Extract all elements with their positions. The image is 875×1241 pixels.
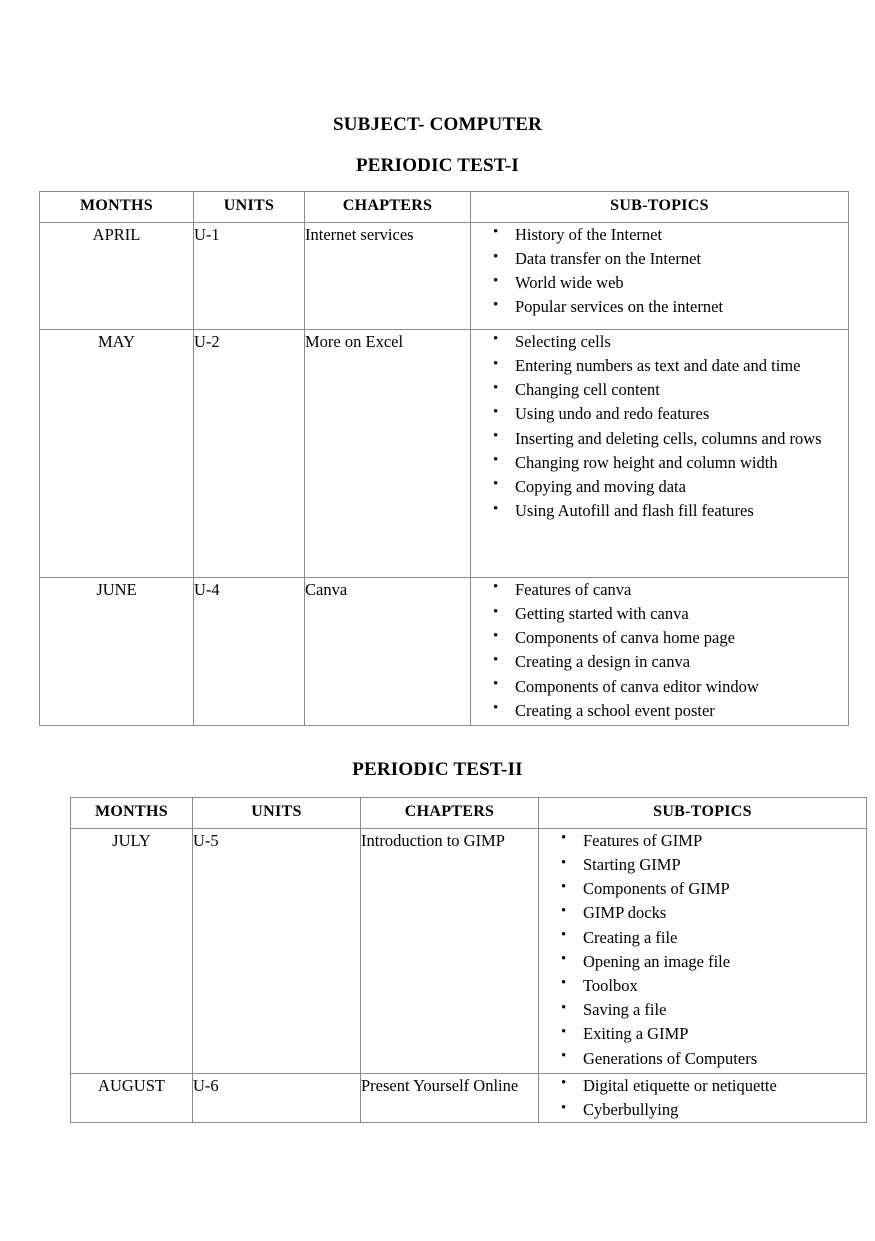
subtopic-item: • Entering numbers as text and date and time (515, 354, 848, 378)
table-row (40, 222, 849, 329)
subtopic-item: • Exiting a GIMP (583, 1022, 866, 1046)
subtopic-list (471, 330, 848, 523)
table-header-row (40, 192, 849, 223)
cell-month: JUNE (40, 577, 194, 725)
cell-unit: U-1 (194, 222, 305, 329)
subtopic-item: • Getting started with canva (515, 602, 848, 626)
cell-subtopics (471, 577, 849, 725)
column-header-chapters: CHAPTERS (305, 192, 471, 223)
subtopic-item: • Features of canva (515, 578, 848, 602)
subtopic-item: • Data transfer on the Internet (515, 247, 848, 271)
column-header-units: UNITS (193, 798, 361, 829)
page-title: SUBJECT- COMPUTER (332, 114, 543, 135)
column-header-months: MONTHS (71, 798, 193, 829)
subtopic-item: • World wide web (515, 271, 848, 295)
subtopic-item: • GIMP docks (583, 901, 866, 925)
subtopic-item: • Digital etiquette or netiquette (583, 1074, 866, 1098)
column-header-months: MONTHS (40, 192, 194, 223)
cell-chapter: Internet services (305, 222, 471, 329)
subtopic-item: • Copying and moving data (515, 475, 848, 499)
subtopic-item: • Changing cell content (515, 378, 848, 402)
subtopic-item: • History of the Internet (515, 223, 848, 247)
subtopic-item: • Toolbox (583, 974, 866, 998)
subtopic-item: • Creating a design in canva (515, 650, 848, 674)
subtopic-list (471, 578, 848, 723)
subtopic-item: • Features of GIMP (583, 829, 866, 853)
subtopic-item: • Creating a file (583, 926, 866, 950)
column-header-subtopics: SUB-TOPICS (539, 798, 867, 829)
cell-chapter: More on Excel (305, 329, 471, 577)
periodic-test-2-body (71, 828, 867, 1122)
subtopic-item: • Components of canva editor window (515, 675, 848, 699)
cell-month: JULY (71, 828, 193, 1073)
subtopic-item: • Components of GIMP (583, 877, 866, 901)
periodic-test-2-heading: PERIODIC TEST-II (352, 759, 523, 780)
cell-subtopics (471, 329, 849, 577)
subtopic-item: • Saving a file (583, 998, 866, 1022)
subtopic-item: • Cyberbullying (583, 1098, 866, 1122)
cell-subtopics (539, 1073, 867, 1122)
subtopic-item: • Starting GIMP (583, 853, 866, 877)
subtopic-item: • Creating a school event poster (515, 699, 848, 723)
table-row (71, 1073, 867, 1122)
cell-unit: U-4 (194, 577, 305, 725)
table-row (40, 329, 849, 577)
cell-chapter: Canva (305, 577, 471, 725)
column-header-units: UNITS (194, 192, 305, 223)
subtopic-item: • Popular services on the internet (515, 295, 848, 319)
column-header-chapters: CHAPTERS (361, 798, 539, 829)
periodic-test-1-heading: PERIODIC TEST-I (356, 155, 519, 176)
periodic-test-1-body (40, 222, 849, 725)
subtopic-list (539, 829, 866, 1070)
column-header-subtopics: SUB-TOPICS (471, 192, 849, 223)
cell-chapter: Present Yourself Online (361, 1073, 539, 1122)
cell-subtopics (471, 222, 849, 329)
subtopic-item: • Opening an image file (583, 950, 866, 974)
subtopic-item: • Components of canva home page (515, 626, 848, 650)
cell-subtopics (539, 828, 867, 1073)
subtopic-item: • Using Autofill and flash fill features (515, 499, 848, 523)
table-row (40, 577, 849, 725)
subtopic-item: • Generations of Computers (583, 1047, 866, 1071)
periodic-test-1-table (39, 191, 849, 726)
cell-chapter: Introduction to GIMP (361, 828, 539, 1073)
table-header-row (71, 798, 867, 829)
cell-unit: U-6 (193, 1073, 361, 1122)
cell-unit: U-5 (193, 828, 361, 1073)
cell-unit: U-2 (194, 329, 305, 577)
subtopic-item: • Inserting and deleting cells, columns and rows (515, 427, 848, 451)
subtopic-list (539, 1074, 866, 1122)
subtopic-list (471, 223, 848, 319)
cell-month: AUGUST (71, 1073, 193, 1122)
cell-month: APRIL (40, 222, 194, 329)
cell-month: MAY (40, 329, 194, 577)
subtopic-item: • Selecting cells (515, 330, 848, 354)
subtopic-item: • Using undo and redo features (515, 402, 848, 426)
table-row (71, 828, 867, 1073)
periodic-test-2-table (70, 797, 867, 1123)
subtopic-item: • Changing row height and column width (515, 451, 848, 475)
